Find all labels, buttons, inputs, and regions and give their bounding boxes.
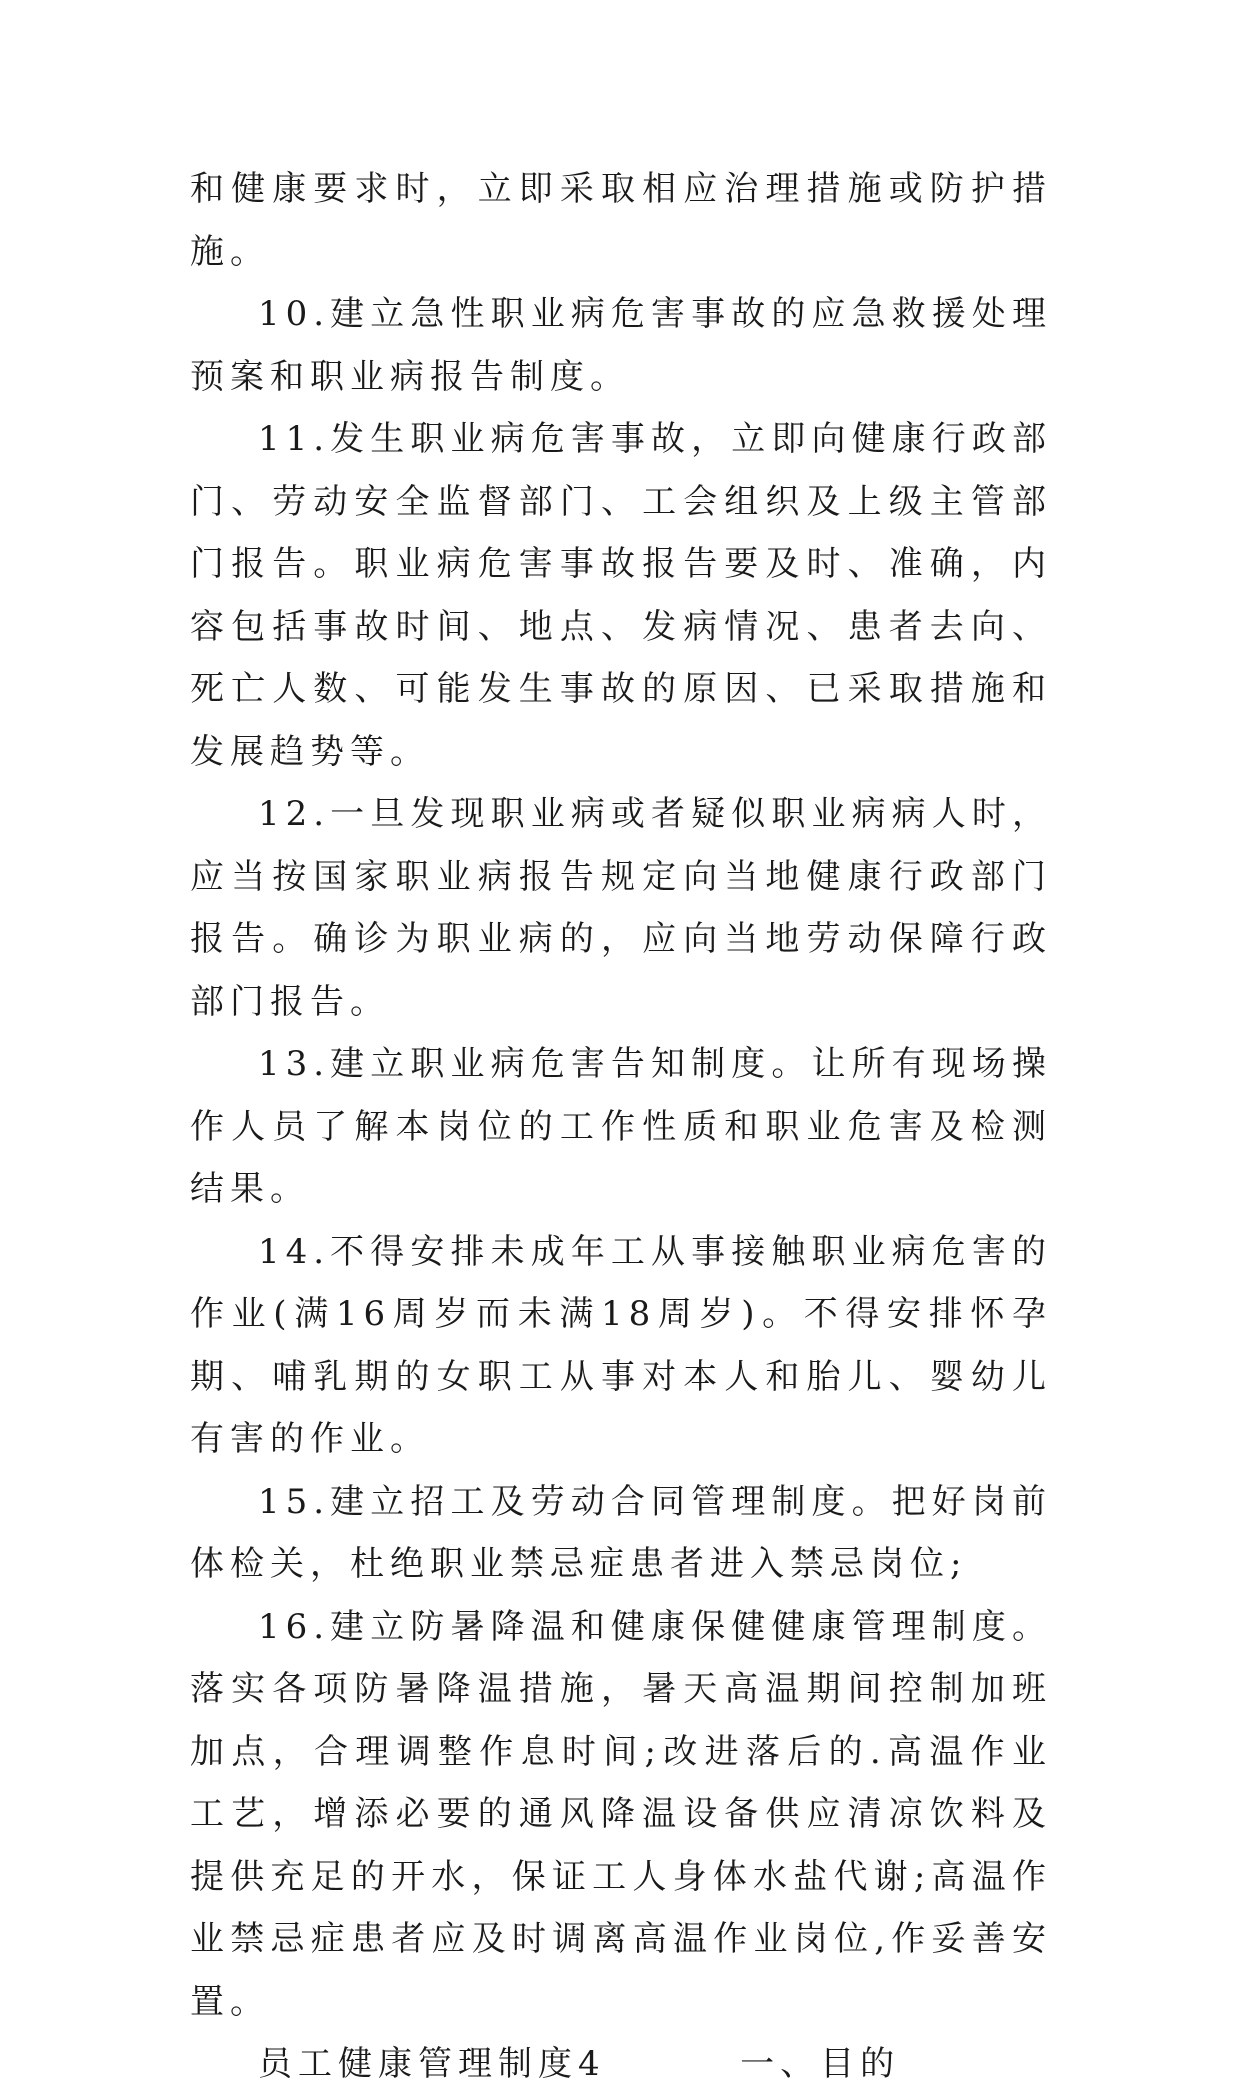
section-subtitle: 一、目的 — [740, 2044, 901, 2084]
paragraph-continuation: 和健康要求时，立即采取相应治理措施或防护措施。 — [190, 169, 1052, 272]
paragraph-item-10: 10.建立急性职业病危害事故的应急救援处理预案和职业病报告制度。 — [190, 294, 1052, 397]
paragraph-item-14: 14.不得安排未成年工从事接触职业病危害的作业(满16周岁而未满18周岁)。不得安排怀孕期、哺乳期的女职工从事对本人和胎儿、婴幼儿有害的作业。 — [190, 1231, 1052, 1459]
section-title: 员工健康管理制度4 — [258, 2044, 606, 2084]
paragraph-item-16: 16.建立防暑降温和健康保健健康管理制度。落实各项防暑降温措施，暑天高温期间控制加班加点，合理调整作息时间;改进落后的.高温作业工艺，增添必要的通风降温设备供应清凉饮料及提供充足的开水，保证工人身体水盐代谢;高温作业禁忌症患者应及时调离高温作业岗位,作妥善安置。 — [190, 1606, 1052, 2022]
section-heading-line — [190, 2033, 1052, 2096]
paragraph-item-13: 13.建立职业病危害告知制度。让所有现场操作人员了解本岗位的工作性质和职业危害及检测结果。 — [190, 1044, 1052, 1209]
paragraph-item-15: 15.建立招工及劳动合同管理制度。把好岗前体检关，杜绝职业禁忌症患者进入禁忌岗位; — [190, 1481, 1052, 1584]
paragraph-item-12: 12.一旦发现职业病或者疑似职业病病人时，应当按国家职业病报告规定向当地健康行政部门报告。确诊为职业病的，应向当地劳动保障行政部门报告。 — [190, 794, 1052, 1022]
document-body — [190, 158, 1052, 2096]
paragraph-item-11: 11.发生职业病危害事故，立即向健康行政部门、劳动安全监督部门、工会组织及上级主管部门报告。职业病危害事故报告要及时、准确，内容包括事故时间、地点、发病情况、患者去向、死亡人数、可能发生事故的原因、已采取措施和发展趋势等。 — [190, 419, 1052, 772]
